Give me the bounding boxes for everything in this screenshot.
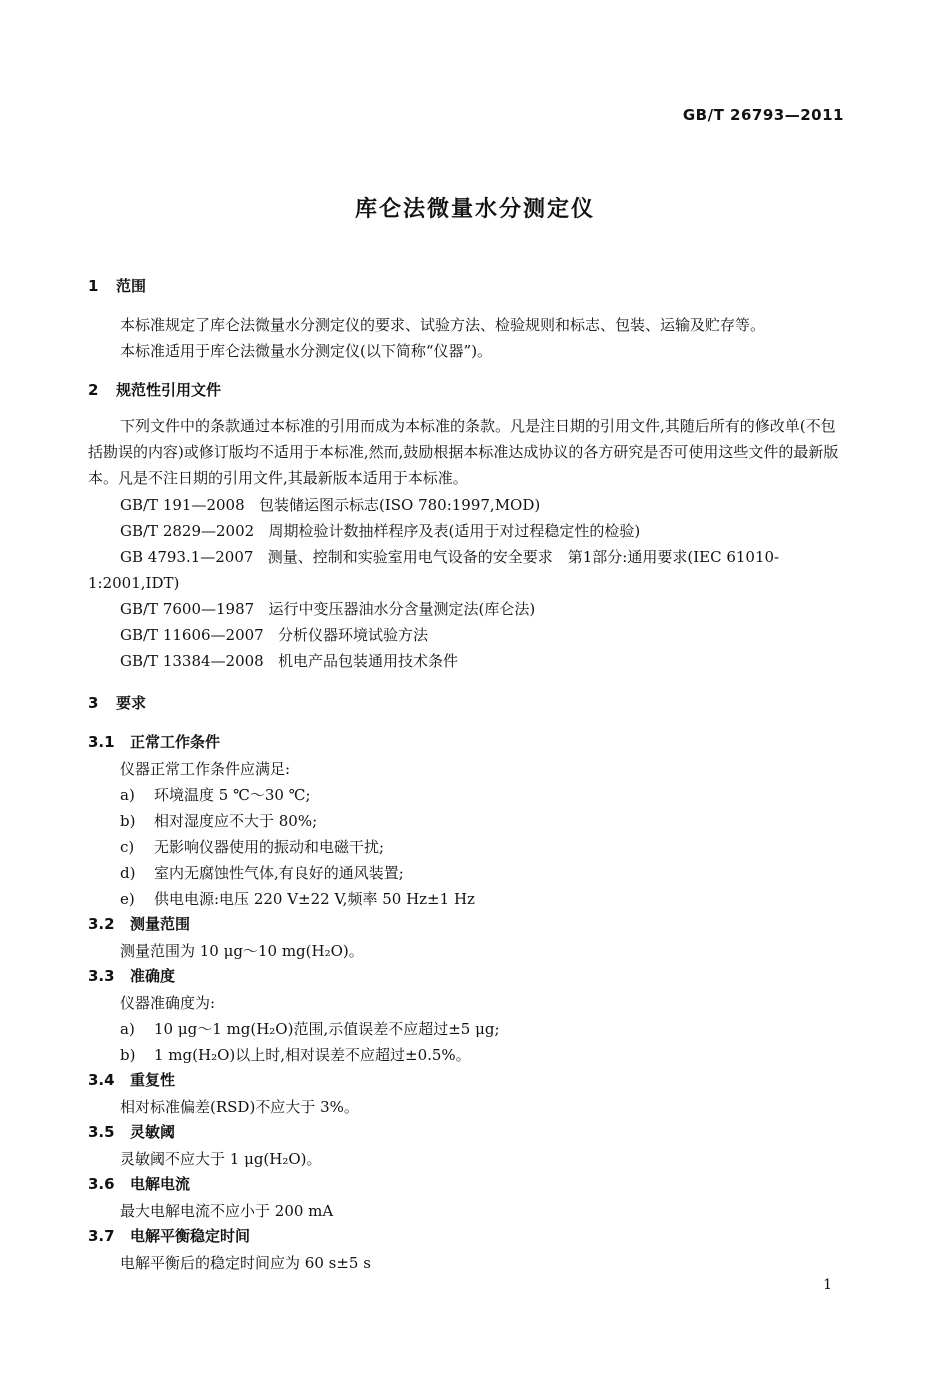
list-item: b) 相对湿度应不大于 80%; bbox=[120, 812, 318, 830]
section-1-paragraph-2: 本标准适用于库仑法微量水分测定仪(以下简称“仪器”)。 bbox=[120, 342, 493, 360]
list-item: d) 室内无腐蚀性气体,有良好的通风装置; bbox=[120, 864, 404, 882]
subsection-3-3-lead: 仪器准确度为: bbox=[120, 994, 216, 1012]
reference-item: GB/T 2829—2002 周期检验计数抽样程序及表(适用于对过程稳定性的检验) bbox=[120, 522, 641, 540]
page-title: 库仑法微量水分测定仪 bbox=[354, 197, 595, 222]
subsection-3-7-text: 电解平衡后的稳定时间应为 60 s±5 s bbox=[120, 1254, 371, 1272]
subsection-3-2-text: 测量范围为 10 μg～10 mg(H₂O)。 bbox=[120, 942, 364, 960]
reference-item: GB/T 191—2008 包装储运图示标志(ISO 780:1997,MOD) bbox=[120, 496, 541, 514]
standard-number: GB/T 26793—2011 bbox=[682, 106, 844, 124]
page-number: 1 bbox=[823, 1277, 832, 1293]
section-2-intro: 下列文件中的条款通过本标准的引用而成为本标准的条款。凡是注日期的引用文件,其随后所有的修改单(不包括勘误的内容)或修订版均不适用于本标准,然而,鼓励根据本标准达成协议的各方研究是否可使用这些文件的最新版本。凡是不注日期的引用文件,其最新版本适用于本标准。 bbox=[88, 417, 839, 487]
section-1-paragraph-1: 本标准规定了库仑法微量水分测定仪的要求、试验方法、检验规则和标志、包装、运输及贮存等。 bbox=[120, 316, 766, 334]
reference-item: GB 4793.1—2007 测量、控制和实验室用电气设备的安全要求 第1部分:通用要求(IEC 61010- bbox=[120, 548, 780, 566]
subsection-3-5-heading: 3.5 灵敏阈 bbox=[88, 1123, 176, 1141]
subsection-3-3-heading: 3.3 准确度 bbox=[88, 967, 176, 985]
subsection-3-7-heading: 3.7 电解平衡稳定时间 bbox=[88, 1227, 251, 1245]
list-item: e) 供电电源:电压 220 V±22 V,频率 50 Hz±1 Hz bbox=[120, 890, 475, 908]
reference-item: GB/T 11606—2007 分析仪器环境试验方法 bbox=[120, 626, 429, 644]
subsection-3-1-lead: 仪器正常工作条件应满足: bbox=[120, 760, 291, 778]
subsection-3-4-heading: 3.4 重复性 bbox=[88, 1071, 176, 1089]
list-item: b) 1 mg(H₂O)以上时,相对误差不应超过±0.5%。 bbox=[120, 1046, 471, 1064]
reference-item-continuation: 1:2001,IDT) bbox=[88, 574, 180, 592]
subsection-3-5-text: 灵敏阈不应大于 1 μg(H₂O)。 bbox=[120, 1150, 322, 1168]
section-3-heading: 3 要求 bbox=[88, 694, 147, 712]
section-2-heading: 2 规范性引用文件 bbox=[88, 381, 222, 399]
subsection-3-4-text: 相对标准偏差(RSD)不应大于 3%。 bbox=[120, 1098, 359, 1116]
section-1-heading: 1 范围 bbox=[88, 277, 147, 295]
subsection-3-2-heading: 3.2 测量范围 bbox=[88, 915, 191, 933]
list-item: a) 10 μg～1 mg(H₂O)范围,示值误差不应超过±5 μg; bbox=[120, 1020, 500, 1038]
subsection-3-1-heading: 3.1 正常工作条件 bbox=[88, 733, 221, 751]
list-item: a) 环境温度 5 ℃～30 ℃; bbox=[120, 786, 311, 804]
reference-item: GB/T 7600—1987 运行中变压器油水分含量测定法(库仑法) bbox=[120, 600, 536, 618]
reference-item: GB/T 13384—2008 机电产品包装通用技术条件 bbox=[120, 652, 459, 670]
subsection-3-6-text: 最大电解电流不应小于 200 mA bbox=[120, 1202, 334, 1220]
subsection-3-6-heading: 3.6 电解电流 bbox=[88, 1175, 191, 1193]
list-item: c) 无影响仪器使用的振动和电磁干扰; bbox=[120, 838, 385, 856]
